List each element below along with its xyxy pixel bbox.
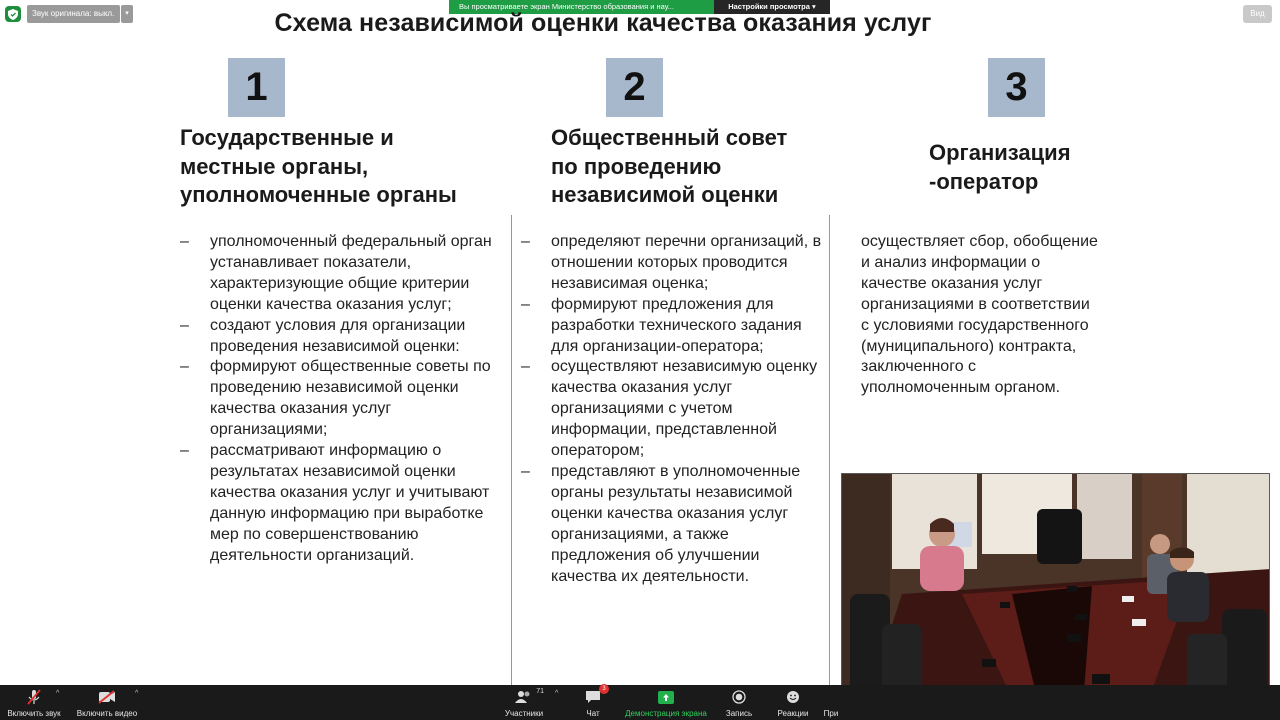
column-heading-2 (551, 124, 787, 210)
view-options-label: Настройки просмотра (728, 2, 810, 11)
chevron-down-icon[interactable]: ▾ (121, 5, 133, 23)
more-icon (821, 688, 841, 706)
column-divider (511, 215, 512, 685)
share-banner-message: Вы просматриваете экран Министерство образования и нау... (449, 0, 714, 14)
bullet-dash: – (521, 358, 530, 376)
chat-button[interactable] (579, 685, 607, 720)
meeting-toolbar (0, 685, 1280, 720)
heading-line: по проведению (551, 153, 722, 179)
column-number-2: 2 (606, 58, 663, 117)
list-item: – уполномоченный федеральный орган устанавливает показатели, характеризующие общие критерии оценки качества оказания услуг; (180, 233, 492, 313)
list-item: – создают условия для организации проведения независимой оценки: (180, 316, 466, 355)
participants-count: 71 (536, 688, 544, 695)
list-item: – формируют общественные советы по проведению независимой оценки качества оказания услуг организациями; (180, 358, 491, 439)
audio-options-caret-icon[interactable]: ^ (56, 690, 60, 697)
bullet-dash: – (180, 442, 189, 460)
bullet-dash: – (521, 233, 530, 250)
share-screen-label: Демонстрация экрана (625, 709, 707, 718)
column-2-list (521, 232, 823, 587)
start-video-label: Включить видео (76, 709, 138, 718)
reaction-smiley-icon (783, 688, 803, 706)
unmute-label: Включить звук (7, 709, 61, 718)
slide-title: Схема независимой оценки качества оказания услуг (274, 9, 932, 37)
share-screen-icon (656, 688, 676, 706)
bullet-dash: – (180, 316, 189, 334)
heading-line: местные органы, (180, 153, 369, 179)
meeting-room-video-frame (842, 474, 1270, 717)
column-heading-1 (180, 124, 457, 210)
record-button[interactable] (722, 685, 756, 720)
share-screen-button[interactable] (622, 685, 710, 720)
list-item: – определяют перечни организаций, в отношении которых проводится независимая оценка; (521, 233, 822, 292)
list-item: – представляют в уполномоченные органы результаты независимой оценки качества оказания услуг организациями, а также предложения об улучшении качества их деятельности. (521, 462, 801, 585)
record-label: Запись (725, 709, 753, 718)
more-button[interactable] (822, 685, 840, 720)
bullet-dash: – (521, 295, 530, 313)
original-sound-toggle[interactable]: Звук оригинала: выкл. (27, 5, 120, 23)
start-video-button[interactable] (76, 685, 138, 720)
column-number-3: 3 (988, 58, 1045, 117)
list-item: – формируют предложения для разработки технического задания для организации-оператора; (521, 295, 802, 355)
participants-label: Участники (504, 709, 544, 718)
view-options-button[interactable]: Настройки просмотра ▾ (714, 0, 830, 14)
record-icon (729, 688, 749, 706)
column-3-text: осуществляет сбор, обобщение и анализ информации о качестве оказания услуг организациями в соответствии с условиями государственного (муниципального) контракта, заключенного с уполномоченным органом. (861, 233, 1098, 397)
participant-video-tile[interactable] (841, 473, 1270, 717)
chat-icon (583, 686, 606, 706)
column-heading-3 (929, 139, 1071, 196)
more-label: При (823, 709, 839, 718)
muted-microphone-icon (24, 688, 44, 706)
heading-line: -оператор (929, 168, 1039, 194)
bullet-dash: – (521, 462, 530, 480)
participants-icon (514, 688, 544, 706)
list-item: – осуществляют независимую оценку качества оказания услуг организациями с учетом информации, представленной оператором; (521, 358, 818, 460)
list-item: – рассматривают информацию о результатах независимой оценки качества оказания услуг и учитывают данную информацию при выработке мер по совершенствованию деятельности организаций. (180, 442, 490, 564)
participants-button[interactable] (503, 685, 545, 720)
unmute-button[interactable] (5, 685, 63, 720)
column-number-1: 1 (228, 58, 285, 117)
heading-line: уполномоченные органы (180, 182, 457, 207)
column-divider (829, 215, 830, 685)
participants-caret-icon[interactable]: ^ (555, 690, 559, 697)
reactions-button[interactable] (774, 685, 812, 720)
video-off-icon (97, 688, 117, 706)
bullet-dash: – (180, 358, 189, 376)
chat-unread-badge: 3 (599, 684, 609, 694)
bullet-dash: – (180, 233, 189, 250)
heading-line: Государственные и (180, 125, 394, 150)
view-button[interactable]: Вид (1243, 5, 1272, 23)
heading-line: Общественный совет (551, 125, 788, 150)
column-1-list (180, 232, 500, 567)
heading-line: независимой оценки (551, 182, 779, 207)
reactions-label: Реакции (777, 709, 809, 718)
chat-label: Чат (586, 709, 600, 718)
video-options-caret-icon[interactable]: ^ (135, 690, 139, 697)
heading-line: Организация (929, 140, 1071, 165)
